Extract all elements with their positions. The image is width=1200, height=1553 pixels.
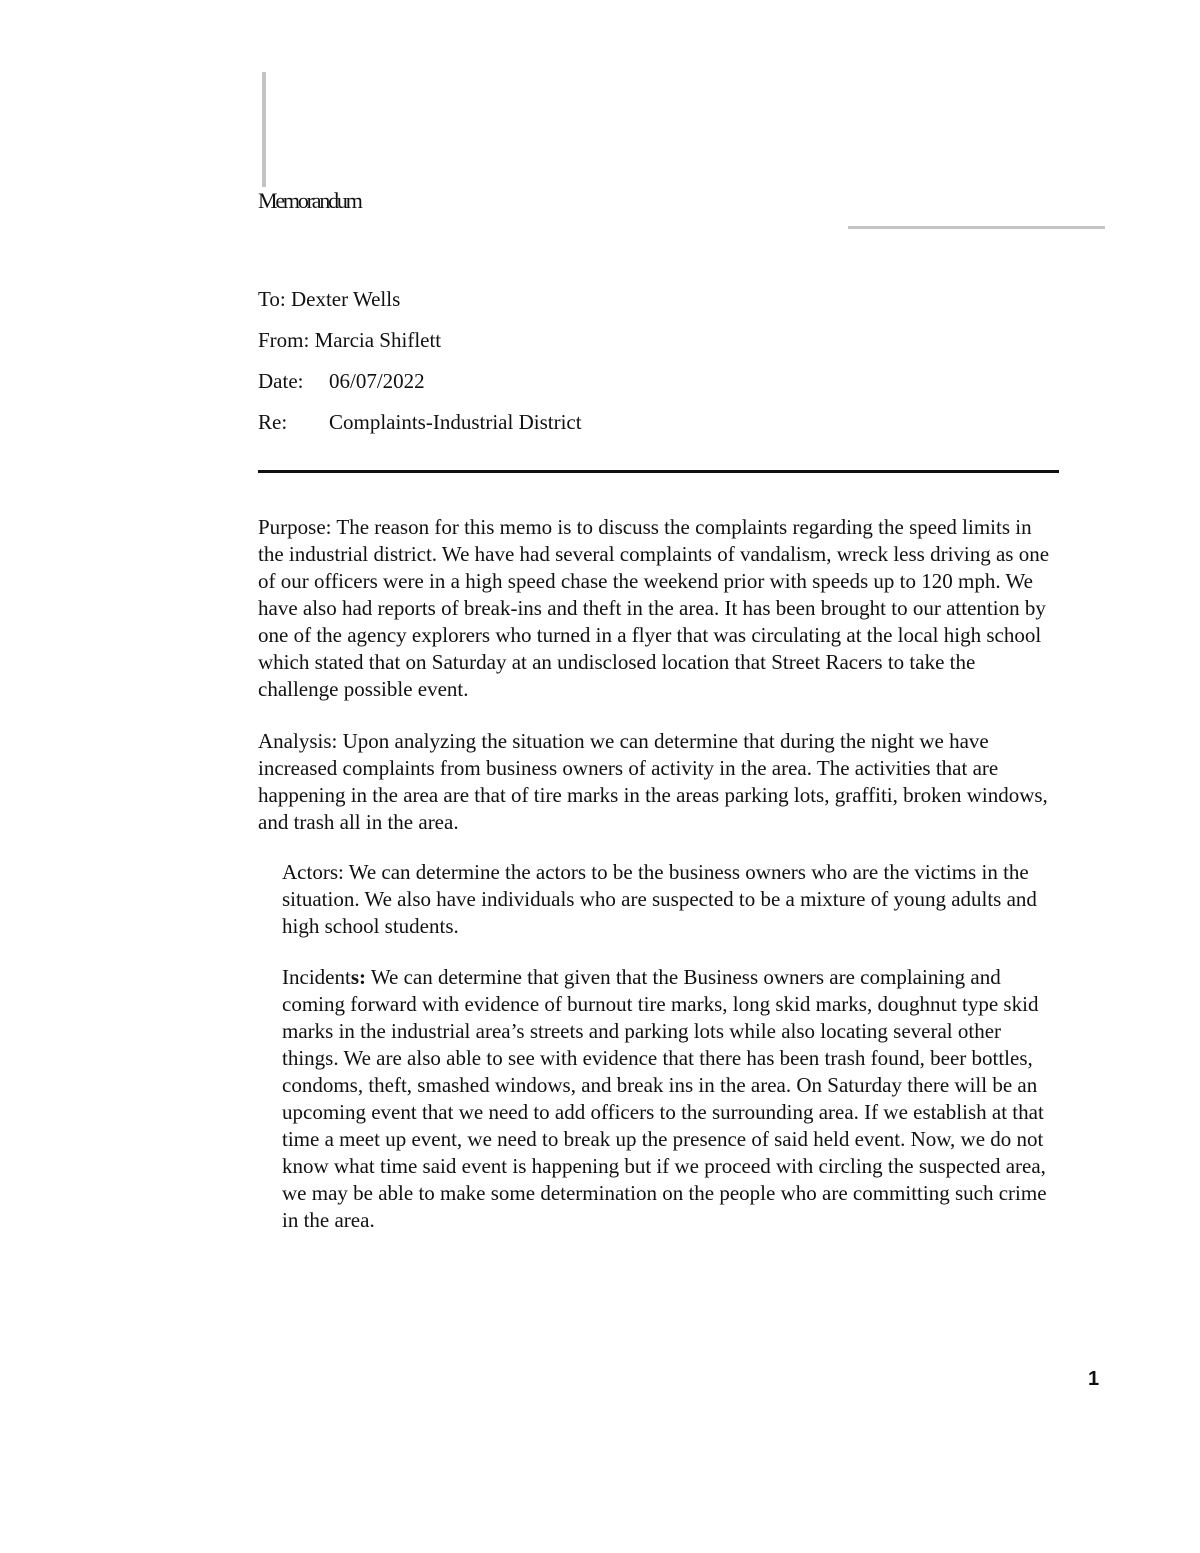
re-value: Complaints-Industrial District: [329, 410, 582, 434]
incidents-paragraph: [282, 964, 1058, 1234]
re-label: Re:: [258, 410, 288, 434]
from-line: [258, 320, 582, 361]
purpose-label: Purpose:: [258, 515, 332, 539]
page-number: 1: [1088, 1368, 1100, 1390]
from-label: From:: [258, 328, 310, 352]
date-line: [258, 361, 582, 402]
incidents-label: Incident: [282, 965, 351, 989]
memo-title: Memorandum: [258, 188, 361, 213]
purpose-text: The reason for this memo is to discuss the complaints regarding the speed limits in the industrial district. We have had several complaints of vandalism, wreck less driving as one of our officers were in a high speed chase the weekend prior with speeds up to 120 mph. We have also had reports of break-ins and theft in the area. It has been brought to our attention by one of the agency explorers who turned in a flyer that was circulating at the local high school which stated that on Saturday at an undisclosed location that Street Racers to take the challenge possible event.: [258, 515, 1050, 701]
re-line: [258, 402, 582, 443]
decorative-horizontal-rule: [848, 226, 1105, 229]
date-label: Date:: [258, 369, 304, 393]
incidents-text: We can determine that given that the Business owners are complaining and coming forward with evidence of burnout tire marks, long skid marks, doughnut type skid marks in the industrial area’s streets and parking lots while also locating several other things. We are also able to see with evidence that there has been trash found, beer bottles, condoms, theft, smashed windows, and break ins in the area. On Saturday there will be an upcoming event that we need to add officers to the surrounding area. If we establish at that time a meet up event, we need to break up the presence of said held event. Now, we do not know what time said event is happening but if we proceed with circling the suspected area, we may be able to make some determination on the people who are committing such crime in the area.: [282, 965, 1047, 1232]
actors-paragraph: [282, 859, 1058, 940]
to-line: [258, 279, 582, 320]
date-value: 06/07/2022: [329, 369, 425, 393]
analysis-paragraph: [258, 728, 1058, 836]
purpose-paragraph: [258, 514, 1058, 703]
actors-text: We can determine the actors to be the business owners who are the victims in the situation. We also have individuals who are suspected to be a mixture of young adults and high school students.: [282, 860, 1037, 938]
decorative-vertical-bar: [262, 72, 266, 187]
to-label: To:: [258, 287, 286, 311]
from-value: Marcia Shiflett: [314, 328, 442, 352]
header-divider: [258, 470, 1059, 473]
to-value: Dexter Wells: [290, 287, 401, 311]
incidents-label-suffix: s:: [350, 965, 366, 989]
analysis-label: Analysis:: [258, 729, 338, 753]
analysis-text: Upon analyzing the situation we can determine that during the night we have increased complaints from business owners of activity in the area. The activities that are happening in the area are that of tire marks in the areas parking lots, graffiti, broken windows, and trash all in the area.: [258, 729, 1048, 834]
actors-label: Actors:: [282, 860, 344, 884]
memo-header: [258, 279, 582, 443]
